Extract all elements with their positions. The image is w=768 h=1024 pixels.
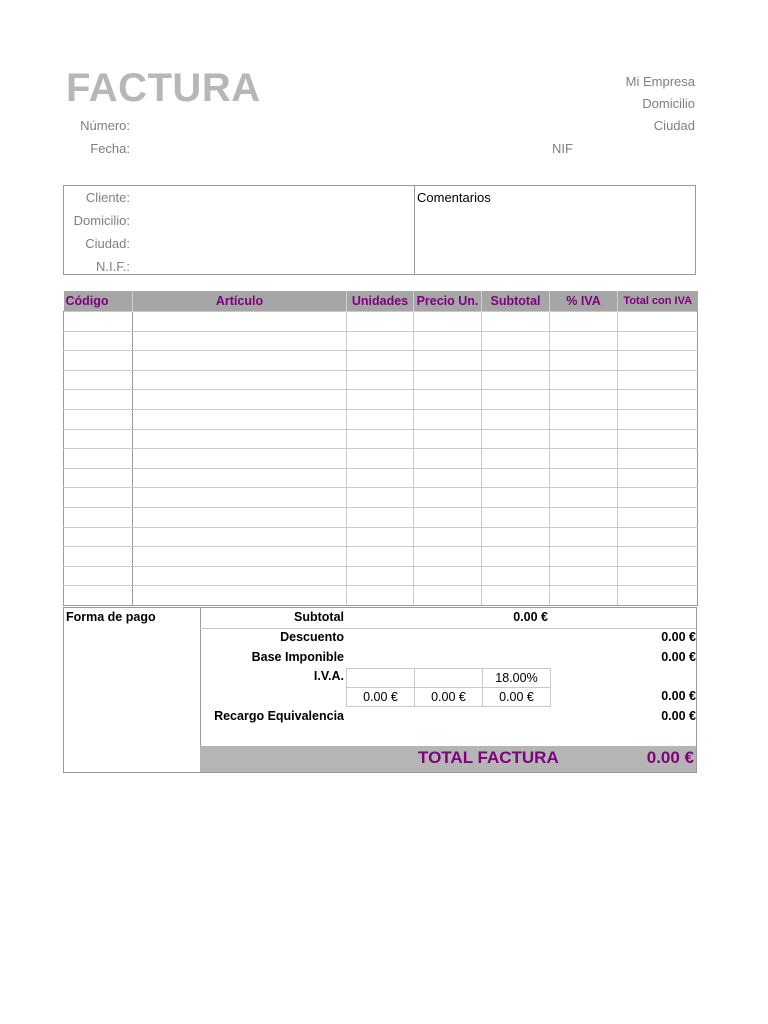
table-cell[interactable] [133, 370, 347, 390]
items-table [63, 291, 698, 606]
table-cell[interactable] [133, 507, 347, 527]
table-cell[interactable] [618, 488, 698, 508]
table-row [64, 429, 698, 449]
discount-value: 0.00 € [661, 630, 696, 644]
recargo-label: Recargo Equivalencia [214, 709, 344, 723]
table-row [64, 409, 698, 429]
table-cell[interactable] [482, 370, 550, 390]
table-cell[interactable] [414, 527, 482, 547]
table-cell[interactable] [64, 586, 133, 606]
table-cell[interactable] [64, 468, 133, 488]
table-cell[interactable] [618, 507, 698, 527]
table-cell[interactable] [482, 351, 550, 371]
table-cell[interactable] [414, 507, 482, 527]
table-cell[interactable] [347, 390, 414, 410]
table-cell[interactable] [133, 527, 347, 547]
table-cell[interactable] [618, 390, 698, 410]
iva-label: I.V.A. [313, 669, 344, 683]
numero-label: Número: [80, 118, 130, 133]
table-cell[interactable] [347, 331, 414, 351]
table-cell[interactable] [347, 370, 414, 390]
table-cell[interactable] [550, 507, 618, 527]
table-cell[interactable] [414, 488, 482, 508]
table-cell[interactable] [347, 312, 414, 332]
table-cell[interactable] [347, 449, 414, 469]
table-cell[interactable] [133, 429, 347, 449]
table-cell[interactable] [414, 449, 482, 469]
iva-amount-1: 0.00 € [346, 687, 415, 707]
table-cell[interactable] [550, 547, 618, 567]
table-cell[interactable] [64, 527, 133, 547]
table-cell[interactable] [482, 409, 550, 429]
table-cell[interactable] [64, 390, 133, 410]
table-cell[interactable] [618, 566, 698, 586]
iva-total: 0.00 € [661, 689, 696, 703]
col-total-iva: Total con IVA [618, 291, 698, 312]
table-row [64, 488, 698, 508]
client-nif-label: N.I.F.: [96, 259, 130, 274]
table-cell[interactable] [550, 527, 618, 547]
table-cell[interactable] [347, 566, 414, 586]
total-label: TOTAL FACTURA [418, 748, 559, 767]
table-cell[interactable] [64, 409, 133, 429]
table-cell[interactable] [550, 370, 618, 390]
iva-cell-empty-1 [346, 668, 415, 688]
table-cell[interactable] [414, 566, 482, 586]
table-row [64, 566, 698, 586]
recargo-value: 0.00 € [661, 709, 696, 723]
col-articulo: Artículo [133, 291, 347, 312]
table-cell[interactable] [133, 331, 347, 351]
total-value: 0.00 € [646, 748, 694, 767]
col-iva: % IVA [550, 291, 618, 312]
table-cell[interactable] [618, 312, 698, 332]
table-row [64, 527, 698, 547]
table-row [64, 468, 698, 488]
table-cell[interactable] [64, 351, 133, 371]
table-cell[interactable] [550, 429, 618, 449]
table-cell[interactable] [618, 449, 698, 469]
table-cell[interactable] [482, 547, 550, 567]
subtotal-label: Subtotal [294, 610, 344, 624]
table-cell[interactable] [64, 566, 133, 586]
table-row [64, 312, 698, 332]
table-cell[interactable] [347, 507, 414, 527]
table-cell[interactable] [482, 331, 550, 351]
company-nif-label: NIF [552, 141, 573, 156]
table-cell[interactable] [618, 468, 698, 488]
table-cell[interactable] [618, 547, 698, 567]
col-subtotal: Subtotal [482, 291, 550, 312]
table-cell[interactable] [133, 449, 347, 469]
table-cell[interactable] [550, 351, 618, 371]
table-cell[interactable] [482, 527, 550, 547]
table-cell[interactable] [347, 429, 414, 449]
table-cell[interactable] [347, 586, 414, 606]
table-row [64, 351, 698, 371]
iva-cell-empty-2 [414, 668, 483, 688]
table-cell[interactable] [347, 351, 414, 371]
table-cell[interactable] [64, 449, 133, 469]
table-cell[interactable] [550, 331, 618, 351]
table-cell[interactable] [414, 409, 482, 429]
table-cell[interactable] [550, 449, 618, 469]
table-cell[interactable] [133, 566, 347, 586]
table-cell[interactable] [550, 488, 618, 508]
table-cell[interactable] [64, 507, 133, 527]
table-cell[interactable] [64, 331, 133, 351]
table-cell[interactable] [550, 566, 618, 586]
table-cell[interactable] [414, 312, 482, 332]
col-unidades: Unidades [347, 291, 414, 312]
table-cell[interactable] [133, 409, 347, 429]
table-cell[interactable] [618, 527, 698, 547]
payment-label: Forma de pago [66, 610, 156, 624]
table-cell[interactable] [414, 429, 482, 449]
table-cell[interactable] [550, 586, 618, 606]
table-cell[interactable] [347, 409, 414, 429]
table-cell[interactable] [133, 488, 347, 508]
table-cell[interactable] [64, 429, 133, 449]
table-cell[interactable] [482, 488, 550, 508]
table-cell[interactable] [133, 586, 347, 606]
table-cell[interactable] [414, 331, 482, 351]
client-box-divider [414, 186, 415, 274]
table-cell[interactable] [64, 488, 133, 508]
table-cell[interactable] [482, 566, 550, 586]
client-info-box [63, 185, 696, 275]
table-cell[interactable] [618, 351, 698, 371]
table-cell[interactable] [618, 429, 698, 449]
table-cell[interactable] [550, 468, 618, 488]
table-cell[interactable] [64, 370, 133, 390]
table-cell[interactable] [133, 547, 347, 567]
company-address: Domicilio [642, 96, 695, 111]
col-precio: Precio Un. [414, 291, 482, 312]
discount-label: Descuento [280, 630, 344, 644]
table-cell[interactable] [482, 468, 550, 488]
table-cell[interactable] [414, 468, 482, 488]
company-name: Mi Empresa [625, 74, 695, 89]
table-row [64, 390, 698, 410]
fecha-label: Fecha: [90, 141, 130, 156]
table-cell[interactable] [550, 409, 618, 429]
ciudad-label: Ciudad: [85, 236, 130, 251]
table-cell[interactable] [347, 547, 414, 567]
domicilio-label: Domicilio: [73, 213, 130, 228]
table-cell[interactable] [618, 370, 698, 390]
table-cell[interactable] [482, 312, 550, 332]
table-cell[interactable] [414, 547, 482, 567]
base-value: 0.00 € [661, 650, 696, 664]
table-cell[interactable] [347, 468, 414, 488]
table-cell[interactable] [482, 449, 550, 469]
table-cell[interactable] [414, 586, 482, 606]
iva-amount-2: 0.00 € [414, 687, 483, 707]
table-cell[interactable] [618, 331, 698, 351]
table-cell[interactable] [64, 547, 133, 567]
table-cell[interactable] [550, 390, 618, 410]
table-cell[interactable] [347, 527, 414, 547]
table-row [64, 507, 698, 527]
iva-amount-3: 0.00 € [482, 687, 551, 707]
table-cell[interactable] [133, 468, 347, 488]
company-city: Ciudad [653, 118, 695, 133]
table-cell[interactable] [482, 429, 550, 449]
table-row [64, 331, 698, 351]
table-cell[interactable] [618, 586, 698, 606]
iva-rate: 18.00% [482, 668, 551, 688]
cliente-label: Cliente: [85, 190, 130, 205]
items-header-row [64, 291, 698, 312]
table-cell[interactable] [414, 390, 482, 410]
table-cell[interactable] [414, 370, 482, 390]
table-cell[interactable] [133, 312, 347, 332]
col-codigo: Código [64, 291, 133, 312]
invoice-title: FACTURA [66, 66, 261, 110]
table-cell[interactable] [64, 312, 133, 332]
table-cell[interactable] [347, 488, 414, 508]
table-cell[interactable] [550, 312, 618, 332]
table-cell[interactable] [618, 409, 698, 429]
table-cell[interactable] [482, 507, 550, 527]
table-cell[interactable] [414, 351, 482, 371]
table-cell[interactable] [482, 586, 550, 606]
table-row [64, 586, 698, 606]
comments-label: Comentarios [417, 190, 491, 205]
table-cell[interactable] [133, 390, 347, 410]
base-label: Base Imponible [251, 650, 344, 664]
table-row [64, 370, 698, 390]
table-row [64, 449, 698, 469]
totals-block [63, 607, 697, 773]
subtotal-value: 0.00 € [513, 610, 548, 624]
totals-line [200, 628, 696, 629]
table-row [64, 547, 698, 567]
table-cell[interactable] [133, 351, 347, 371]
table-cell[interactable] [482, 390, 550, 410]
